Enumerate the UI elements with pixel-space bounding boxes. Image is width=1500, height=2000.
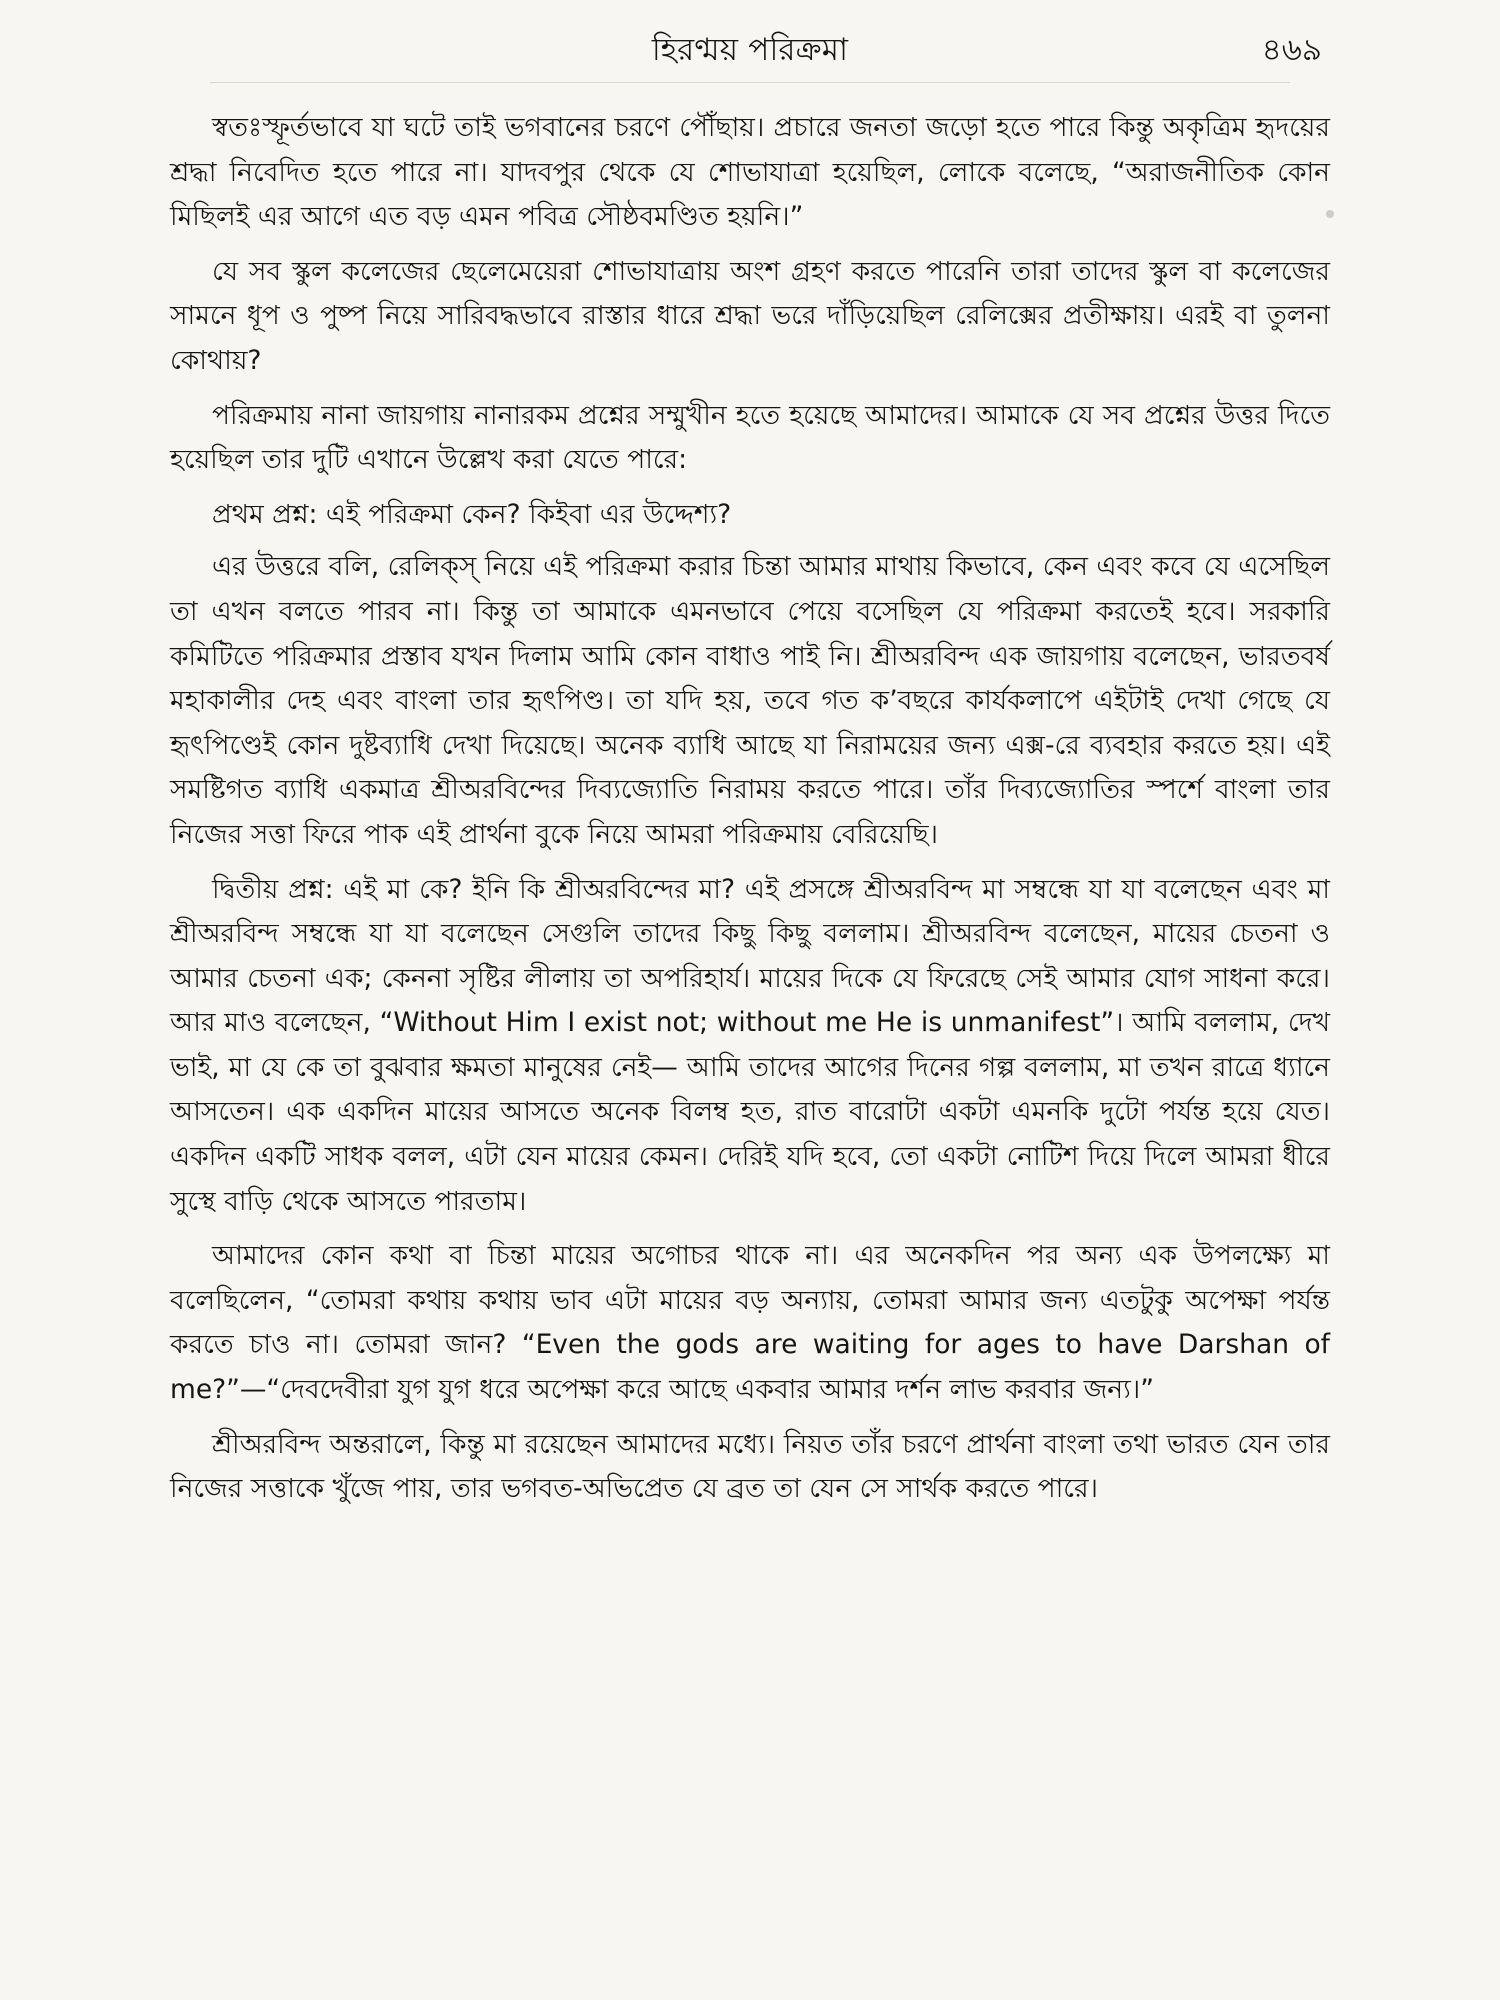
paragraph: যে সব স্কুল কলেজের ছেলেমেয়েরা শোভাযাত্রায় অংশ গ্রহণ করতে পারেনি তারা তাদের স্কুল বা কলেজের সামনে ধূপ ও পুষ্প নিয়ে সারিবদ্ধভাবে রাস্তার ধারে শ্রদ্ধা ভরে দাঁড়িয়েছিল রেলিক্সের প্রতীক্ষায়। এরই বা তুলনা কোথায়? <box>170 255 1330 376</box>
page-number: ৪৬৯ <box>1261 32 1322 68</box>
scan-speck <box>1326 210 1334 218</box>
paragraph: দ্বিতীয় প্রশ্ন: এই মা কে? ইনি কি শ্রীঅরবিন্দের মা? এই প্রসঙ্গে শ্রীঅরবিন্দ মা সম্বন্ধে যা যা বলেছেন এবং মা শ্রীঅরবিন্দ সম্বন্ধে যা যা বলেছেন সেগুলি তাদের কিছু কিছু বললাম। শ্রীঅরবিন্দ বলেছেন, মায়ের চেতনা ও আমার চেতনা এক; কেননা সৃষ্টির লীলায় তা অপরিহার্য। মায়ের দিকে যে ফিরেছে সেই আমার যোগ সাধনা করে। আর মাও বলেছেন, “Without Him I exist not; without me He is unmanifest”। আমি বললাম, দেখ ভাই, মা যে কে তা বুঝবার ক্ষমতা মানুষের নেই— আমি তাদের আগের দিনের গল্প বললাম, মা তখন রাত্রে ধ্যানে আসতেন। এক একদিন মায়ের আসতে অনেক বিলম্ব হত, রাত বারোটা একটা এমনকি দুটো পর্যন্ত হয়ে যেত। একদিন একটি সাধক বলল, এটা যেন মায়ের কেমন। দেরিই যদি হবে, তো একটা নোটিশ দিয়ে দিলে আমরা ধীরে সুস্থে বাড়ি থেকে আসতে পারতাম। <box>170 873 1330 1217</box>
running-header <box>150 22 1350 82</box>
header-divider <box>210 82 1290 83</box>
question-heading: প্রথম প্রশ্ন: এই পরিক্রমা কেন? কিইবা এর উদ্দেশ্য? <box>212 498 732 530</box>
paragraph: পরিক্রমায় নানা জায়গায় নানারকম প্রশ্নের সম্মুখীন হতে হয়েছে আমাদের। আমাকে যে সব প্রশ্নের উত্তর দিতে হয়েছিল তার দুটি এখানে উল্লেখ করা যেতে পারে: <box>170 399 1330 476</box>
paragraph: শ্রীঅরবিন্দ অন্তরালে, কিন্তু মা রয়েছেন আমাদের মধ্যে। নিয়ত তাঁর চরণে প্রার্থনা বাংলা তথা ভারত যেন তার নিজের সত্তাকে খুঁজে পায়, তার ভগবত-অভিপ্রেত যে ব্রত তা যেন সে সার্থক করতে পারে। <box>170 1428 1330 1505</box>
paragraph: স্বতঃস্ফূর্তভাবে যা ঘটে তাই ভগবানের চরণে পৌঁছায়। প্রচারে জনতা জড়ো হতে পারে কিন্তু অকৃত্রিম হৃদয়ের শ্রদ্ধা নিবেদিত হতে পারে না। যাদবপুর থেকে যে শোভাযাত্রা হয়েছিল, লোকে বলেছে, “অরাজনীতিক কোন মিছিলই এর আগে এত বড় এমন পবিত্র সৌষ্ঠবমণ্ডিত হয়নি।” <box>170 112 1330 233</box>
running-title: হিরণ্ময় পরিক্রমা <box>651 32 849 68</box>
body-text <box>170 106 1330 1522</box>
book-page <box>150 0 1350 2000</box>
paragraph: এর উত্তরে বলি, রেলিক্স্ নিয়ে এই পরিক্রমা করার চিন্তা আমার মাথায় কিভাবে, কেন এবং কবে যে এসেছিল তা এখন বলতে পারব না। কিন্তু তা আমাকে এমনভাবে পেয়ে বসেছিল যে পরিক্রমা করতেই হবে। সরকারি কমিটিতে পরিক্রমার প্রস্তাব যখন দিলাম আমি কোন বাধাও পাই নি। শ্রীঅরবিন্দ এক জায়গায় বলেছেন, ভারতবর্ষ মহাকালীর দেহ এবং বাংলা তার হৃৎপিণ্ড। তা যদি হয়, তবে গত ক’বছরে কার্যকলাপে এইটাই দেখা গেছে যে হৃৎপিণ্ডেই কোন দুষ্টব্যাধি দেখা দিয়েছে। অনেক ব্যাধি আছে যা নিরাময়ের জন্য এক্স-রে ব্যবহার করতে হয়। এই সমষ্টিগত ব্যাধি একমাত্র শ্রীঅরবিন্দের দিব্যজ্যোতি নিরাময় করতে পারে। তাঁর দিব্যজ্যোতির স্পর্শে বাংলা তার নিজের সত্তা ফিরে পাক এই প্রার্থনা বুকে নিয়ে আমরা পরিক্রমায় বেরিয়েছি। <box>170 551 1330 850</box>
paragraph: আমাদের কোন কথা বা চিন্তা মায়ের অগোচর থাকে না। এর অনেকদিন পর অন্য এক উপলক্ষ্যে মা বলেছিলেন, “তোমরা কথায় কথায় ভাব এটা মায়ের বড় অন্যায়, তোমরা আমার জন্য এতটুকু অপেক্ষা পর্যন্ত করতে চাও না। তোমরা জান? “Even the gods are waiting for ages to have Darshan of me?”—“দেবদেবীরা যুগ যুগ ধরে অপেক্ষা করে আছে একবার আমার দর্শন লাভ করবার জন্য।” <box>170 1240 1330 1406</box>
